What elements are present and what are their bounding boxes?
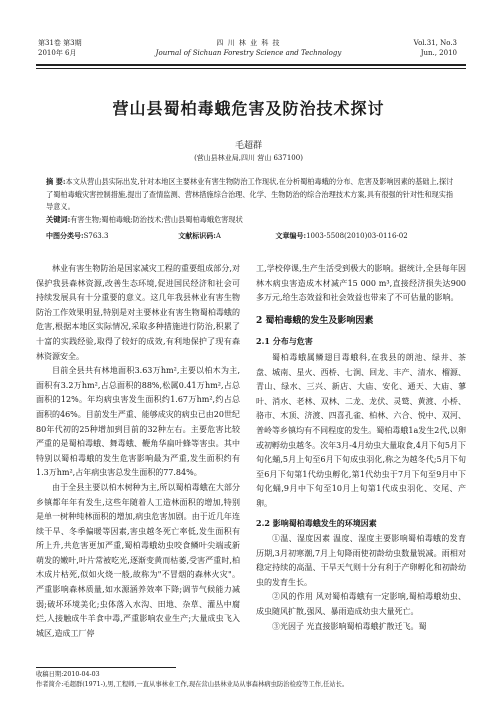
volume-en: Vol.31, No.3 (413, 39, 457, 47)
body-right-column (256, 262, 466, 702)
article-number-value: 1003-5508(2010)03-0116-02 (306, 232, 408, 240)
volume-issue: 第31卷 第3期 (38, 39, 82, 47)
date-en: Jun., 2010 (420, 49, 457, 57)
author-affiliation: (营山县林业局,四川 营山 637100) (194, 154, 303, 162)
keywords-text: 有害生物;蜀柏毒蛾;防治技术;营山县蜀柏毒蛾危害现状 (70, 214, 243, 224)
journal-name-en: Journal of Sichuan Forestry Science and Technology (155, 49, 342, 57)
header-rule-thick (36, 64, 466, 66)
doc-code-label: 文献标识码: (178, 231, 216, 240)
temperature-factor-paragraph: ①温、湿度因素 温度、湿度主要影响蜀柏毒蛾的发育历期,3月初寒潮,7月上旬降雨使初龄幼虫数量锐减。雨相对稳定持续的高温、干旱天气则十分有利于产卵孵化和初龄幼虫的发育生长。 (256, 534, 466, 587)
intro-paragraph: 林业有害生物防治是国家减灾工程的重要组成部分,对保护我县森林资源,改善生态环境,促进国民经济和社会可持续发展具有十分重要的意义。这几年我县林业有害生物防治工作效果明显,特别是对主要林业有害生物蜀柏毒蛾的危害,根据本地区实际情况,采取多种措施进行防治,积累了十富的实践经验,取得了较好的成效,有利地保护了现有森林资源安全。 (36, 264, 240, 361)
article-number-label: 文章编号: (275, 231, 307, 240)
clc-value: S763.3 (83, 232, 109, 240)
issue-date: 2010年 6月 (38, 49, 77, 57)
received-date: 收稿日期:2010-04-03 (36, 671, 100, 678)
forest-status-paragraph: 目前全县共有林地面积3.63万hm²,主要以柏木为主,面积有3.2万hm²,占总面积的88%,松属0.41万hm²,占总面积的12%。年均病虫害发生面积约1.67万hm²,约占总面积的46%。目前发生严重、能够成灾的病虫已由20世纪80年代初的25种增加到目前的32种左右。主要危害比较严重的是蜀柏毒蛾、舞毒蛾、鞭角华扁叶蜂等害虫。其中特别以蜀柏毒蛾的发生危害影响最为严重,发生面积约有1.3万hm²,占年病虫害总发生面积的77.84%。 (36, 366, 240, 478)
light-factor-paragraph: ③光因子 光直接影响蜀柏毒蛾扩散迁飞。蜀 (272, 621, 427, 631)
section-2-1-heading: 2.1 分布与危害 (256, 336, 313, 347)
section-2-2-heading: 2.2 影响蜀柏毒蛾发生的环境因素 (256, 517, 377, 528)
author-name: 毛超群 (234, 141, 262, 151)
journal-volume-en (414, 38, 457, 58)
damage-paragraph: 由于全县主要以柏木树种为主,所以蜀柏毒蛾在大部分乡镇都年年有发生,这些年随着人工造林面积的增加,特别是单一树种纯林面积的增加,病虫危害加剧。由于近几年连续干旱、冬季偏暖等因素,害虫越冬死亡率低,发生面积有所上升,共危害更加严重,蜀柏毒蛾幼虫咬食鳞叶尖端或新萌发的嫩叶,叶片常被吃光,逐渐变黄而枯萎,受害严重时,柏木成片枯死,似如火烧一般,故称为"不冒烟的森林火灾"。严重影响森林质量,如水源涵养效率下降;调节气候能力减弱;破坏环境美化;虫体落入水沟、田地、杂草、灌丛中腐烂,人接触成牛羊食中毒,严重影响农业生产;大量成虫飞入城区,造成工厂停 (36, 482, 240, 638)
abstract-label: 摘 要: (46, 177, 66, 186)
keywords-label: 关键词: (46, 214, 71, 224)
distribution-paragraph: 蜀柏毒蛾属鳞翅目毒蛾科,在我县的朗池、绿井、茶盘、城南、星火、西桥、七涧、回龙、丰产、清水、榴源、青山、绿水、三兴、新店、大庙、安化、通天、大庙、蓼叶、消水、老林、双林、二龙、龙伏、灵鹫、黄渡、小桥、骆市、木顶、济渡、四喜孔雀、柏林、六合、悦中、双河、普岭等乡镇均有不同程度的发生。蜀柏毒蛾1a发生2代,以卵或初孵幼虫越冬。次年3月-4月幼虫大量取食,4月下旬5月下旬化蛹,5月上旬至6月下旬成虫羽化,称之为越冬代;5月下旬至6月下旬第1代幼虫孵化,第1代幼虫于7月下旬至9月中下旬化蛹,9月中下旬至10月上旬第1代成虫羽化、交尾、产卵。 (256, 352, 466, 508)
paper-title: 营山县蜀柏毒蛾危害及防治技术探讨 (112, 99, 385, 118)
footnote-rule (36, 667, 176, 668)
body-left-column (36, 262, 240, 638)
section-2-heading: 2 蜀柏毒蛾的发生及影响因素 (256, 315, 374, 326)
classification-row (46, 231, 466, 241)
author-bio: 作者简介:毛超群(1971-),男,工程师,一直从事林业工作,现在营山县林业局从事森林病虫防治检疫等工作,任站长。 (36, 681, 349, 688)
abstract-text: 本文从营山县实际出发,针对本地区主要林业有害生物防治工作现状,在分析蜀柏毒蛾的分布、危害及影响因素的基础上,探讨了蜀柏毒蛾灾害控制措施,提出了查情监测、营林措施综合治理、化学、生物防治的综合治理技术方案,具有很强的针对性和现实指导意义。 (46, 177, 454, 211)
wind-factor-paragraph: ②风的作用 风对蜀柏毒蛾有一定影响,蜀柏毒蛾幼虫、成虫随风扩散,强风、暴雨造成幼虫大量死亡。 (256, 592, 466, 617)
abstract-block (46, 176, 456, 226)
doc-code-value: A (215, 232, 221, 240)
clc-label: 中图分类号: (46, 231, 84, 240)
header-rule-thin (36, 68, 466, 69)
continued-paragraph: 工,学校停课,生产生活受到极大的影响。据统计,全县每年因林木病虫害造成木材减产15 000 m³,直接经济损失达900多万元,给生态效益和社会效益也带来了不可估量的影响。 (256, 264, 466, 303)
journal-name-cn: 四 川 林 业 科 技 (216, 39, 281, 47)
